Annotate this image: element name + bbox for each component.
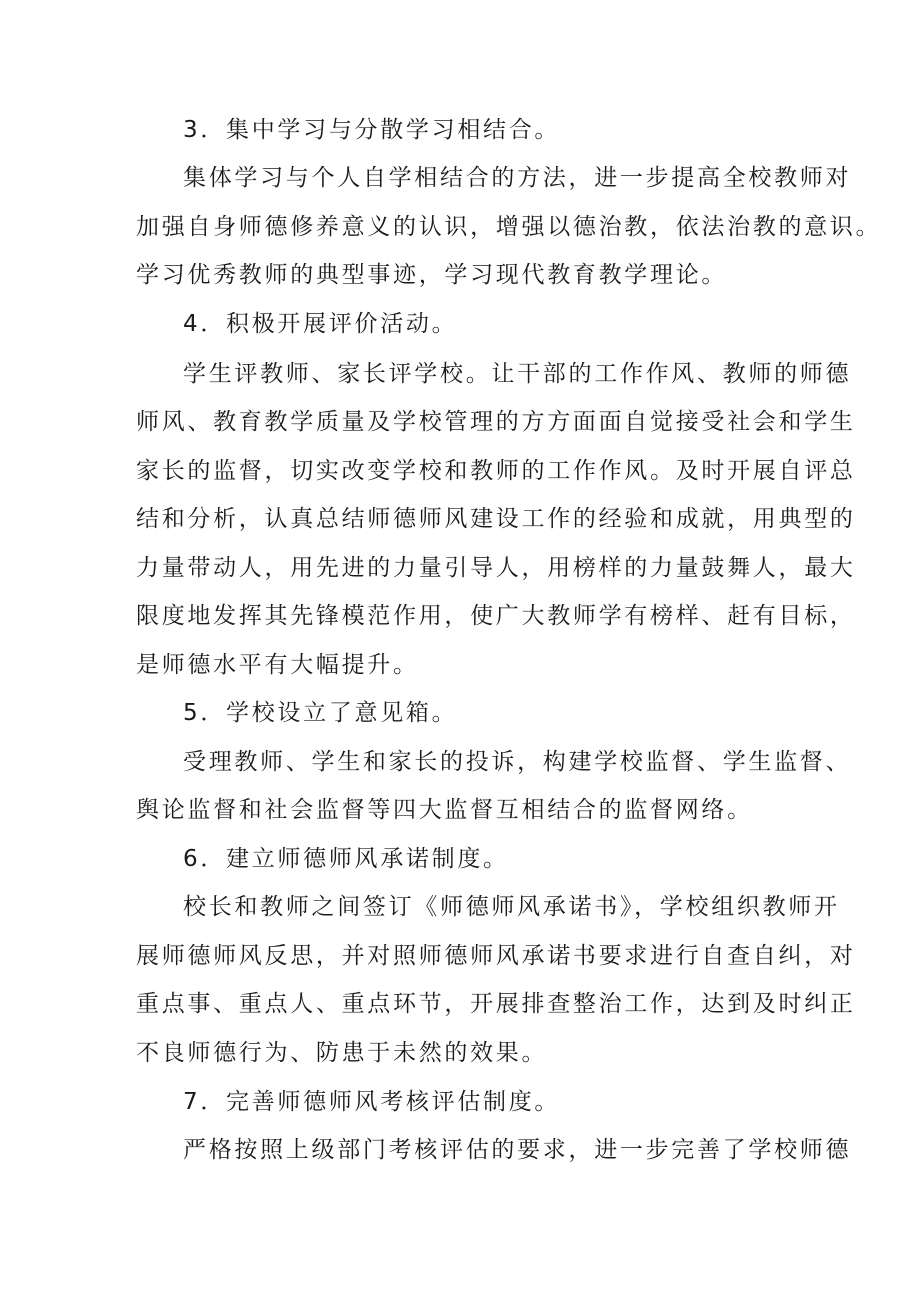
paragraph-line: 家长的监督，切实改变学校和教师的工作作风。及时开展自评总 [136, 458, 856, 484]
heading-item-4: 4．积极开展评价活动。 [183, 311, 458, 337]
paragraph-line: 师风、教育教学质量及学校管理的方方面面自觉接受社会和学生 [136, 409, 856, 435]
heading-item-3: 3．集中学习与分散学习相结合。 [183, 117, 561, 143]
heading-item-6: 6．建立师德师风承诺制度。 [183, 846, 509, 872]
paragraph-line: 展师德师风反思，并对照师德师风承诺书要求进行自查自纠，对 [136, 943, 856, 969]
paragraph-line: 限度地发挥其先锋模范作用，使广大教师学有榜样、赶有目标， [136, 603, 856, 629]
paragraph-line: 受理教师、学生和家长的投诉，构建学校监督、学生监督、 [183, 749, 852, 775]
paragraph-line: 结和分析，认真总结师德师风建设工作的经验和成就，用典型的 [136, 506, 856, 532]
paragraph-line: 严格按照上级部门考核评估的要求，进一步完善了学校师德 [183, 1137, 852, 1163]
heading-item-5: 5．学校设立了意见箱。 [183, 700, 458, 726]
paragraph-line: 重点事、重点人、重点环节，开展排查整治工作，达到及时纠正 [136, 991, 856, 1017]
paragraph-line: 力量带动人，用先进的力量引导人，用榜样的力量鼓舞人，最大 [136, 555, 856, 581]
paragraph-line: 校长和教师之间签订《师德师风承诺书》，学校组织教师开 [183, 894, 840, 920]
paragraph-line: 不良师德行为、防患于未然的效果。 [136, 1040, 548, 1066]
paragraph-line: 集体学习与个人自学相结合的方法，进一步提高全校教师对 [183, 165, 852, 191]
paragraph-line: 学生评教师、家长评学校。让干部的工作作风、教师的师德 [183, 361, 852, 387]
paragraph-line: 舆论监督和社会监督等四大监督互相结合的监督网络。 [136, 797, 753, 823]
paragraph-line: 加强自身师德修养意义的认识，增强以德治教，依法治教的意识。 [136, 214, 882, 240]
paragraph-line: 学习优秀教师的典型事迹，学习现代教育教学理论。 [136, 262, 728, 288]
paragraph-line: 是师德水平有大幅提升。 [136, 652, 419, 678]
heading-item-7: 7．完善师德师风考核评估制度。 [183, 1089, 561, 1115]
